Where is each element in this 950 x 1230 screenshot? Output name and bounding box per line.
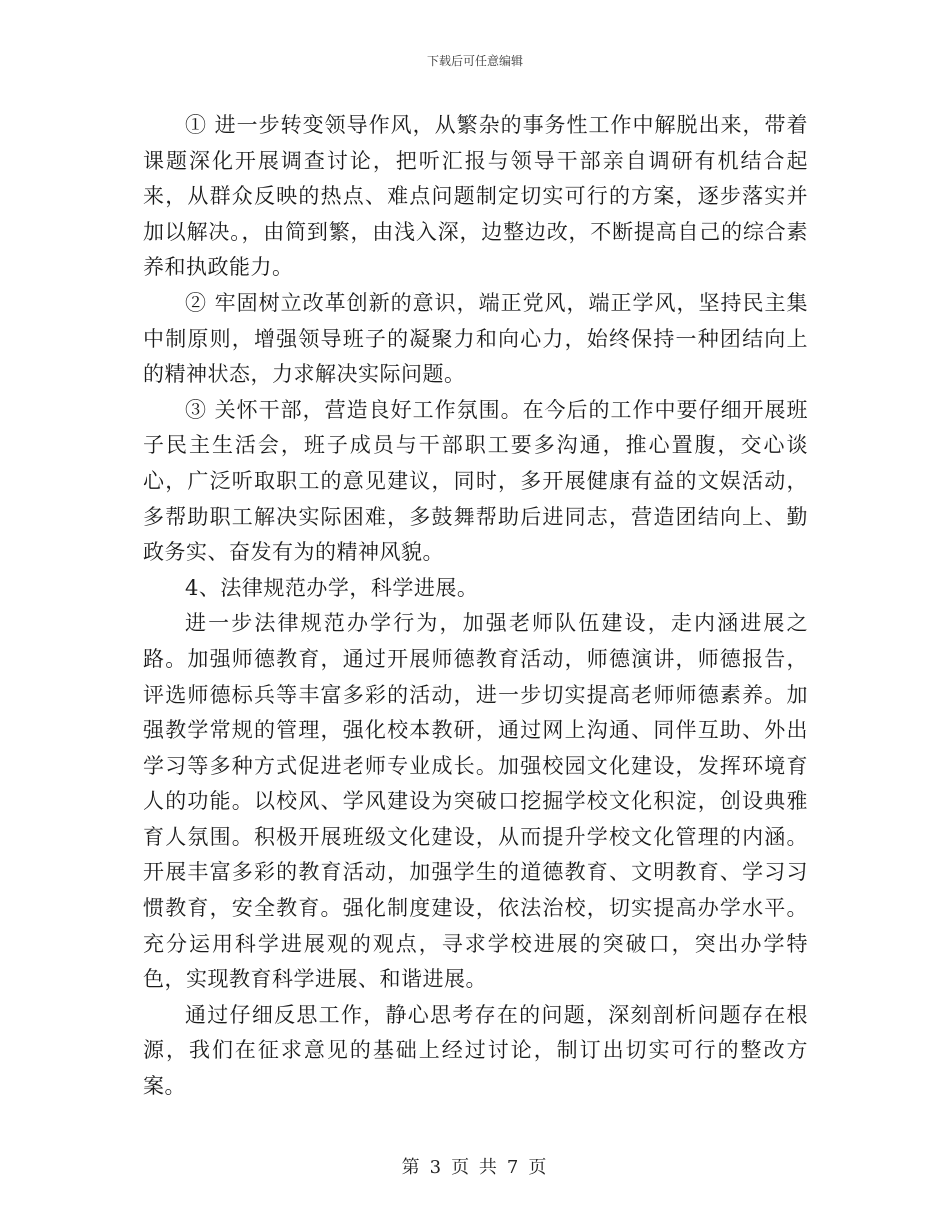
footer-middle: 页 共 <box>451 1157 499 1178</box>
paragraph-item-3: ③ 关怀干部，营造良好工作氛围。在今后的工作中要仔细开展班子民主生活会，班子成员与干部职工要多沟通，推心置腹，交心谈心，广泛听取职工的意见建议，同时，多开展健康有益的文娱活动，多帮助职工解决实际困难，多鼓舞帮助后进同志，营造团结向上、勤政务实、奋发有为的精神风貌。 <box>143 397 808 565</box>
paragraph-item-2: ② 牢固树立改革创新的意识，端正党风，端正学风，坚持民主集中制原则，增强领导班子的凝聚力和向心力，始终保持一种团结向上的精神状态，力求解决实际问题。 <box>143 290 808 387</box>
footer-current-page: 3 <box>429 1157 444 1178</box>
paragraph-conclusion: 通过仔细反思工作，静心思考存在的问题，深刻剖析问题存在根源，我们在征求意见的基础上经过讨论，制订出切实可行的整改方案。 <box>143 1002 808 1099</box>
document-body <box>143 108 808 1105</box>
footer-prefix: 第 <box>401 1157 422 1178</box>
footer-suffix: 页 <box>528 1157 549 1178</box>
page-footer <box>0 1153 950 1179</box>
section-heading-4: 4、法律规范办学，科学进展。 <box>185 575 479 600</box>
paragraph-item-1: ① 进一步转变领导作风，从繁杂的事务性工作中解脱出来，带着课题深化开展调查讨论，把听汇报与领导干部亲自调研有机结合起来，从群众反映的热点、难点问题制定切实可行的方案，逐步落实并加以解决。，由简到繁，由浅入深，边整边改，不断提高自己的综合素养和执政能力。 <box>143 113 808 280</box>
footer-total-pages: 7 <box>506 1157 521 1178</box>
page-header: 下载后可任意编辑 <box>426 54 523 68</box>
paragraph-item-4-body: 进一步法律规范办学行为，加强老师队伍建设，走内涵进展之路。加强师德教育，通过开展师德教育活动，师德演讲，师德报告，评选师德标兵等丰富多彩的活动，进一步切实提高老师师德素养。加强教学常规的管理，强化校本教研，通过网上沟通、同伴互助、外出学习等多种方式促进老师专业成长。加强校园文化建设，发挥环境育人的功能。以校风、学风建设为突破口挖掘学校文化积淀，创设典雅育人氛围。积极开展班级文化建设，从而提升学校文化管理的内涵。开展丰富多彩的教育活动，加强学生的道德教育、文明教育、学习习惯教育，安全教育。强化制度建设，依法治校，切实提高办学水平。充分运用科学进展观的观点，寻求学校进展的突破口，突出办学特色，实现教育科学进展、和谐进展。 <box>143 611 808 992</box>
